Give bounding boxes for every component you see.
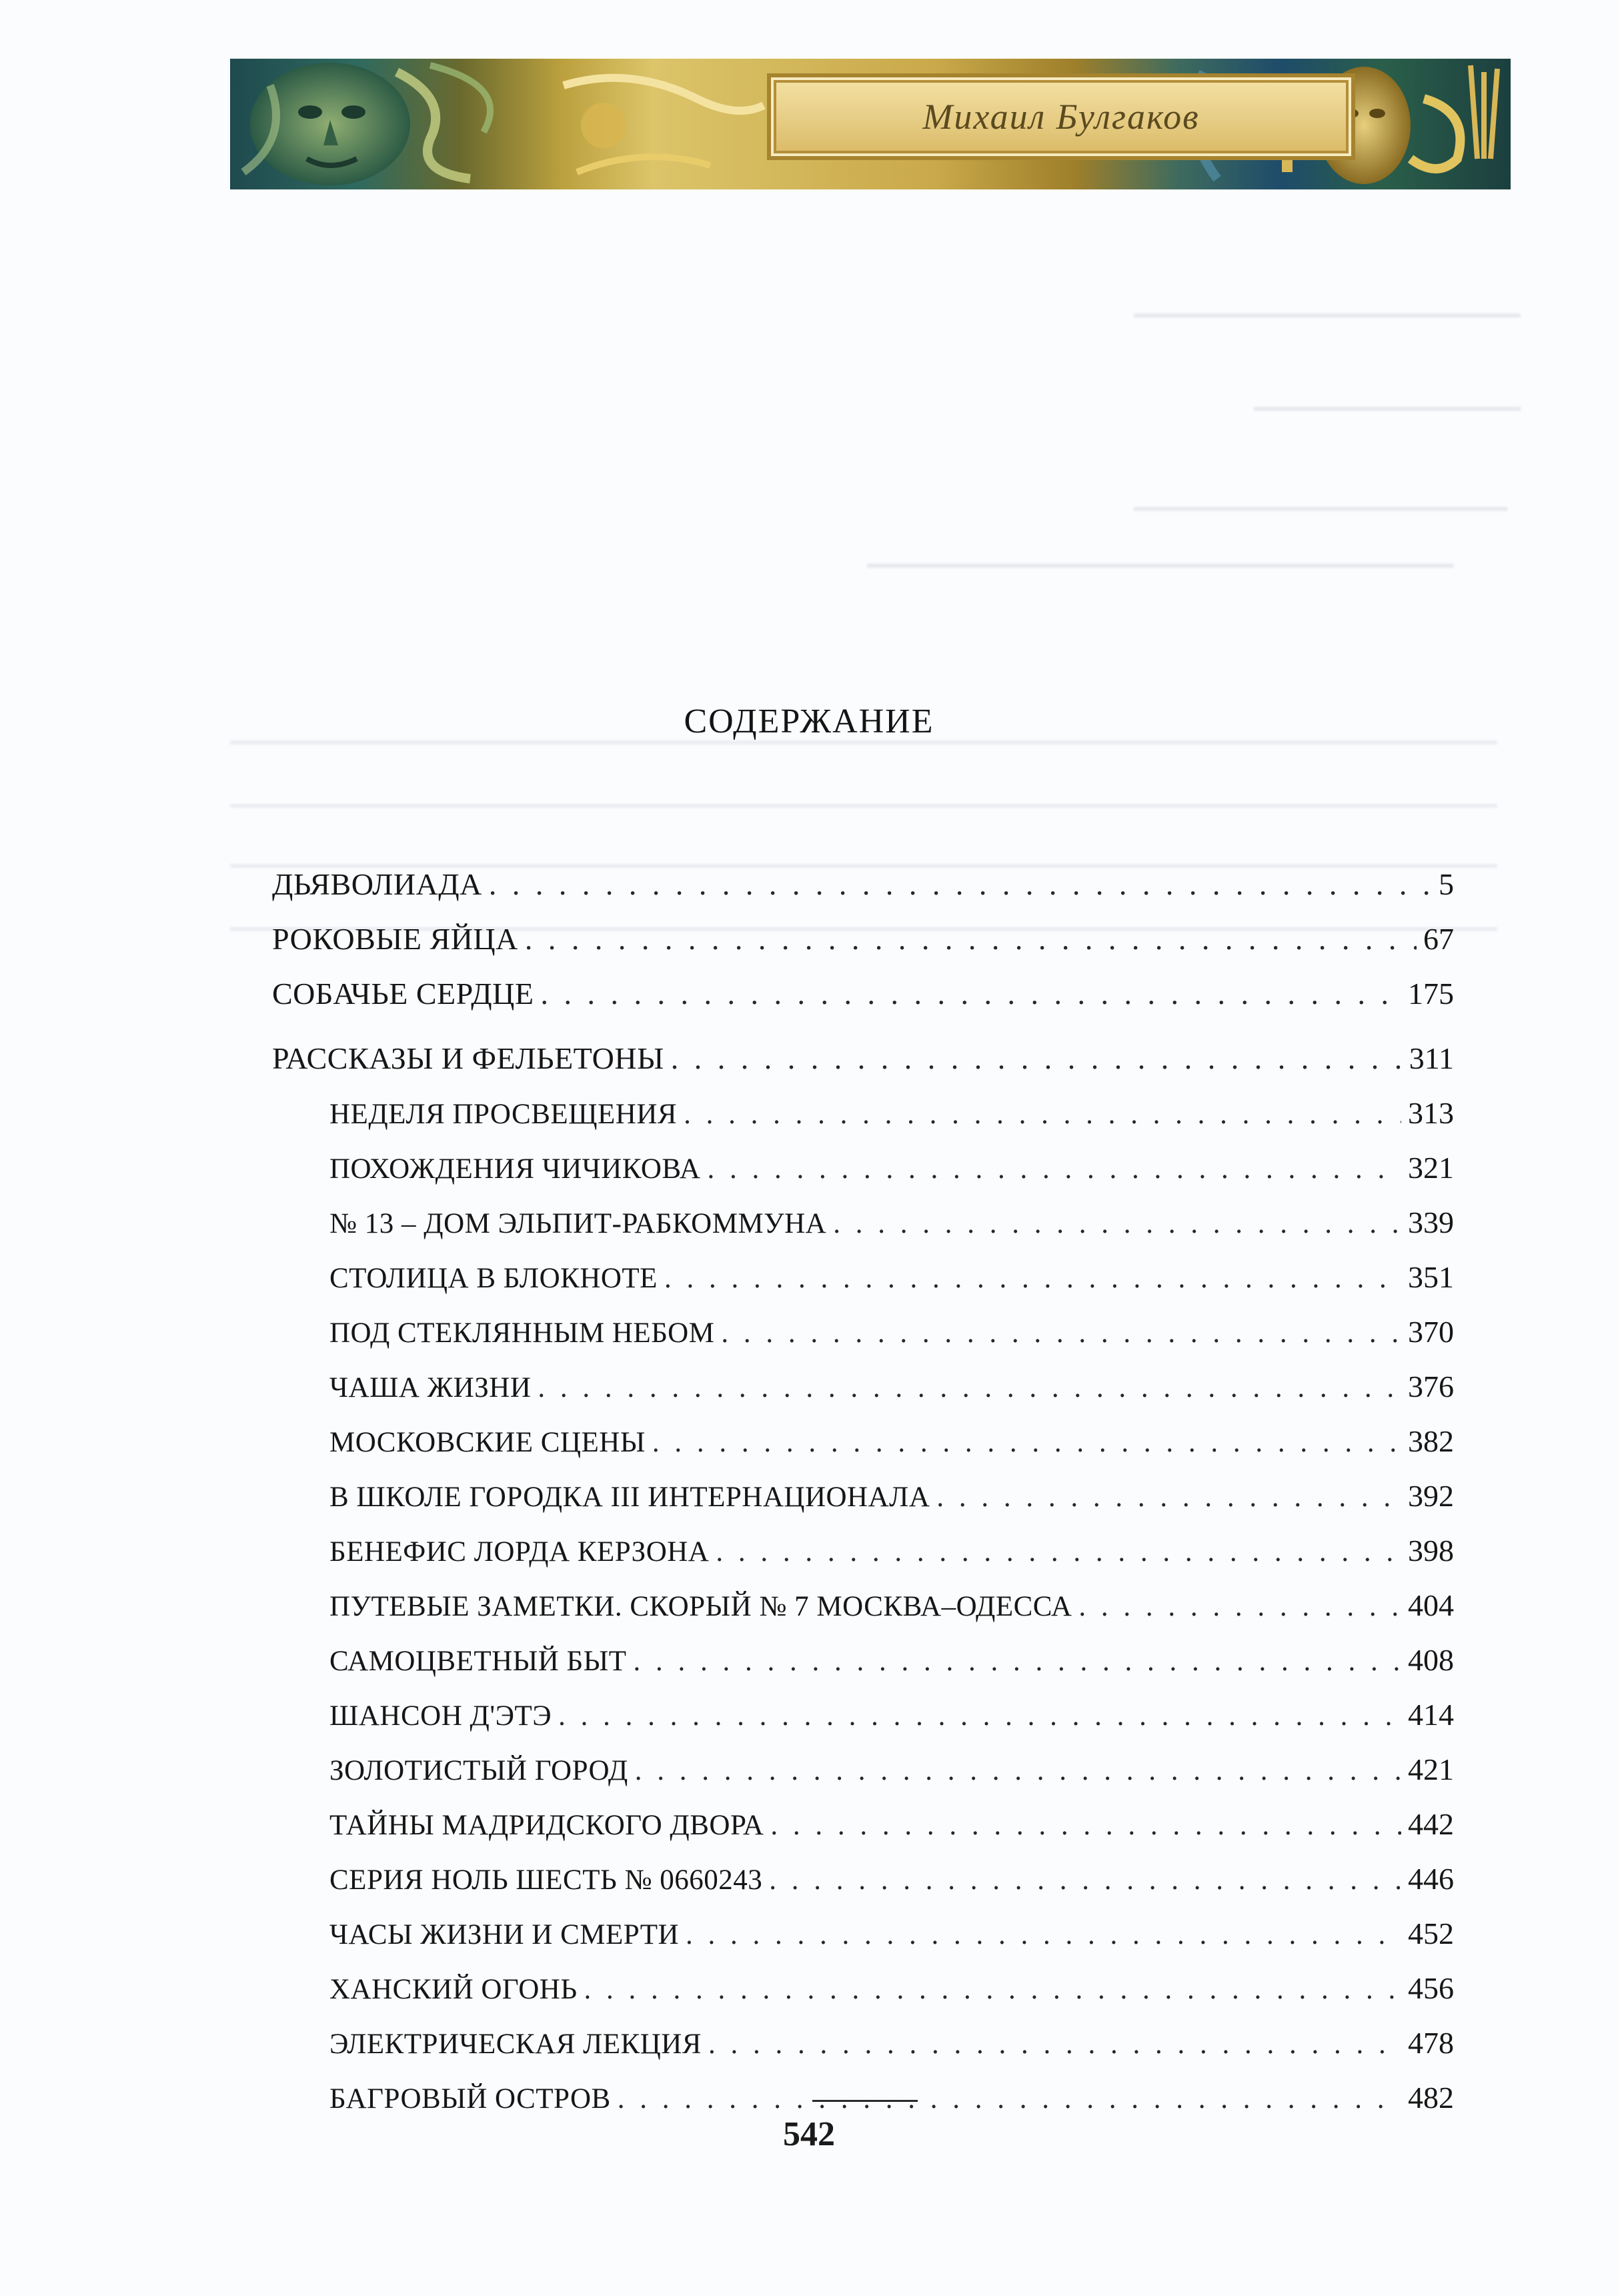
toc-entry-title: ПОД СТЕКЛЯННЫМ НЕБОМ <box>329 1317 715 1349</box>
toc-entry-page: 392 <box>1408 1479 1454 1513</box>
toc-entry-title: САМОЦВЕТНЫЙ БЫТ <box>329 1646 627 1677</box>
toc-entry-title: СЕРИЯ НОЛЬ ШЕСТЬ № 0660243 <box>329 1864 763 1896</box>
dot-leader <box>652 1426 1401 1459</box>
toc-entry-title: ЧАСЫ ЖИЗНИ И СМЕРТИ <box>329 1919 680 1950</box>
toc-entry <box>272 1011 1454 1076</box>
dot-leader <box>489 867 1432 902</box>
toc-entry <box>272 1787 1454 1842</box>
toc-entry <box>272 1240 1454 1295</box>
toc-entry-title: НЕДЕЛЯ ПРОСВЕЩЕНИЯ <box>329 1099 678 1130</box>
toc-entry-title: № 13 – ДОМ ЭЛЬПИТ-РАБКОММУНА <box>329 1208 827 1239</box>
dot-leader <box>833 1207 1401 1240</box>
dot-leader <box>671 1041 1403 1076</box>
dot-leader <box>635 1754 1401 1787</box>
dot-leader <box>584 1973 1401 2006</box>
dot-leader <box>525 921 1417 957</box>
toc-entry <box>272 1568 1454 1623</box>
toc-entry <box>272 1623 1454 1678</box>
toc-entry <box>272 1185 1454 1240</box>
dot-leader <box>1078 1590 1401 1623</box>
toc-entry-page: 376 <box>1408 1369 1454 1403</box>
dot-leader <box>936 1481 1401 1514</box>
toc-entry-title: ЗОЛОТИСТЫЙ ГОРОД <box>329 1755 628 1786</box>
toc-entry-title: ЭЛЕКТРИЧЕСКАЯ ЛЕКЦИЯ <box>329 2029 702 2060</box>
header-banner <box>230 59 1511 189</box>
toc-entry-title: ПОХОЖДЕНИЯ ЧИЧИКОВА <box>329 1153 701 1185</box>
toc-entry-title: РОКОВЫЕ ЯЙЦА <box>272 922 518 956</box>
dot-leader <box>708 2028 1401 2061</box>
folio-rule <box>812 2100 918 2102</box>
toc-entry-title: В ШКОЛЕ ГОРОДКА III ИНТЕРНАЦИОНАЛА <box>329 1482 930 1513</box>
toc-entry-page: 311 <box>1409 1041 1454 1075</box>
toc-entry-title: ЧАША ЖИЗНИ <box>329 1372 532 1403</box>
toc-entry <box>272 847 1454 902</box>
toc-entry-page: 67 <box>1423 922 1454 956</box>
toc-entry-title: БАГРОВЫЙ ОСТРОВ <box>329 2083 611 2115</box>
dot-leader <box>686 1918 1401 1951</box>
page-title: СОДЕРЖАНИЕ <box>684 702 934 740</box>
toc-entry <box>272 1404 1454 1459</box>
toc-entry-title: БЕНЕФИС ЛОРДА КЕРЗОНА <box>329 1536 710 1568</box>
page-number: 542 <box>783 2115 835 2153</box>
toc-entry-page: 482 <box>1408 2081 1454 2115</box>
toc-entry-page: 175 <box>1408 977 1454 1011</box>
toc-entry-page: 408 <box>1408 1643 1454 1677</box>
dot-leader <box>770 1809 1401 1842</box>
toc-entry-title: СТОЛИЦА В БЛОКНОТЕ <box>329 1263 658 1294</box>
show-through-line <box>1134 314 1521 318</box>
toc-entry <box>272 1459 1454 1514</box>
dot-leader <box>664 1262 1401 1295</box>
toc-entry-title: ШАНСОН Д'ЭТЭ <box>329 1700 552 1732</box>
dot-leader <box>633 1645 1401 1678</box>
toc-entry-page: 351 <box>1408 1260 1454 1294</box>
toc-entry-page: 456 <box>1408 1971 1454 2005</box>
show-through-line <box>867 564 1454 568</box>
dot-leader <box>618 2083 1401 2115</box>
toc-entry <box>272 1951 1454 2006</box>
dot-leader <box>707 1153 1401 1185</box>
toc-entry-page: 313 <box>1408 1096 1454 1130</box>
show-through-line <box>1254 407 1521 411</box>
dot-leader <box>558 1700 1401 1732</box>
toc-entry <box>272 1076 1454 1131</box>
dot-leader <box>538 1371 1401 1404</box>
toc-entry <box>272 1349 1454 1404</box>
banner-title: Михаил Булгаков <box>922 97 1200 137</box>
toc-entry-page: 321 <box>1408 1151 1454 1185</box>
dot-leader <box>540 976 1401 1011</box>
toc-entry-title: ХАНСКИЙ ОГОНЬ <box>329 1974 578 2005</box>
dot-leader <box>769 1864 1401 1896</box>
toc-entry-title: ПУТЕВЫЕ ЗАМЕТКИ. СКОРЫЙ № 7 МОСКВА–ОДЕССА <box>329 1591 1072 1622</box>
toc-entry <box>272 1131 1454 1185</box>
dot-leader <box>721 1317 1401 1349</box>
toc-entry <box>272 2006 1454 2061</box>
toc-entry-title: РАССКАЗЫ И ФЕЛЬЕТОНЫ <box>272 1041 664 1075</box>
toc-entry-page: 452 <box>1408 1916 1454 1950</box>
toc-entry-page: 442 <box>1408 1807 1454 1841</box>
toc-entry <box>272 1732 1454 1787</box>
toc-entry-page: 370 <box>1408 1315 1454 1349</box>
toc-entry-page: 414 <box>1408 1698 1454 1732</box>
dot-leader <box>716 1536 1401 1568</box>
toc-entry <box>272 902 1454 957</box>
show-through-line <box>230 804 1497 808</box>
toc-entry <box>272 1295 1454 1349</box>
show-through-line <box>1134 507 1507 511</box>
toc-entry-title: СОБАЧЬЕ СЕРДЦЕ <box>272 977 534 1011</box>
toc-entry <box>272 2061 1454 2115</box>
toc-entry-page: 5 <box>1439 867 1454 901</box>
toc-entry-page: 398 <box>1408 1534 1454 1568</box>
toc-entry-page: 382 <box>1408 1424 1454 1458</box>
toc-entry <box>272 1678 1454 1732</box>
table-of-contents <box>272 847 1454 2115</box>
banner-title-plate <box>767 73 1355 160</box>
toc-entry <box>272 1514 1454 1568</box>
toc-entry-title: ТАЙНЫ МАДРИДСКОГО ДВОРА <box>329 1810 764 1841</box>
toc-entry <box>272 957 1454 1011</box>
toc-entry <box>272 1842 1454 1896</box>
toc-entry-page: 339 <box>1408 1205 1454 1239</box>
toc-entry-title: МОСКОВСКИЕ СЦЕНЫ <box>329 1427 646 1458</box>
toc-entry <box>272 1896 1454 1951</box>
dot-leader <box>684 1098 1401 1131</box>
toc-entry-page: 421 <box>1408 1752 1454 1786</box>
toc-entry-page: 446 <box>1408 1862 1454 1896</box>
toc-entry-title: ДЬЯВОЛИАДА <box>272 867 482 901</box>
toc-entry-page: 404 <box>1408 1588 1454 1622</box>
toc-entry-page: 478 <box>1408 2026 1454 2060</box>
